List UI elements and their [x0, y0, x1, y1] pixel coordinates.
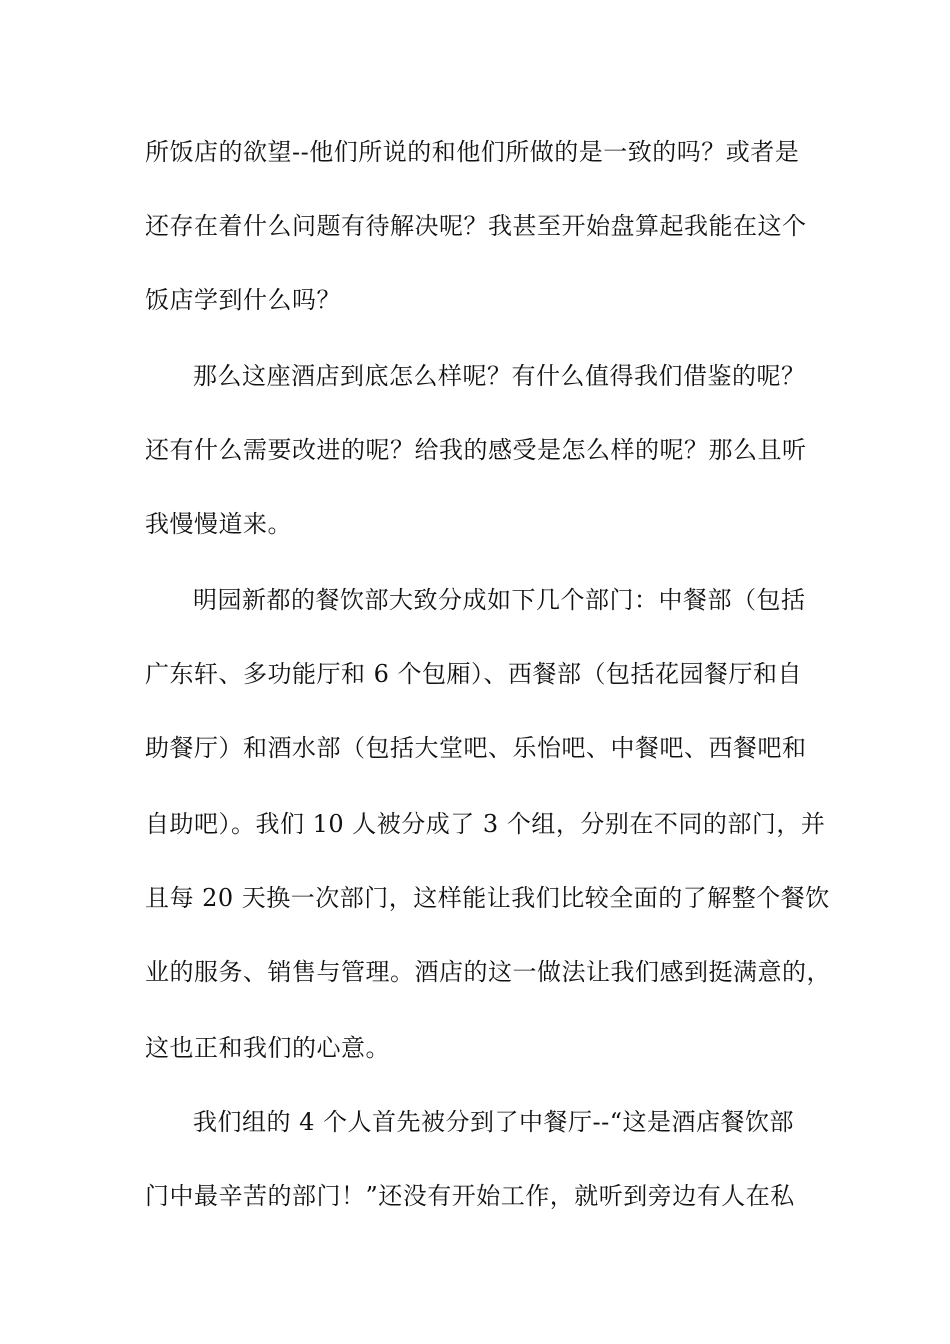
text-line: 那么这座酒店到底怎么样呢？有什么值得我们借鉴的呢？	[193, 362, 806, 390]
text-line: 我们组的 4 个人首先被分到了中餐厅--“这是酒店餐饮部	[193, 1108, 795, 1136]
text-line: 饭店学到什么吗？	[145, 286, 341, 314]
text-line: 自助吧）。我们 10 人被分成了 3 个组，分别在不同的部门，并	[145, 810, 826, 838]
text-line: 明园新都的餐饮部大致分成如下几个部门：中餐部（包括	[193, 586, 806, 614]
text-line: 门中最辛苦的部门！”还没有开始工作，就听到旁边有人在私	[145, 1182, 795, 1210]
text-line: 还存在着什么问题有待解决呢？我甚至开始盘算起我能在这个	[145, 212, 807, 240]
text-line: 业的服务、销售与管理。酒店的这一做法让我们感到挺满意的，	[145, 958, 831, 986]
text-line: 这也正和我们的心意。	[145, 1034, 390, 1062]
text-line: 我慢慢道来。	[145, 510, 292, 538]
text-line: 还有什么需要改进的呢？给我的感受是怎么样的呢？那么且听	[145, 436, 807, 464]
text-line: 且每 20 天换一次部门，这样能让我们比较全面的了解整个餐饮	[145, 884, 830, 912]
text-line: 所饭店的欲望--他们所说的和他们所做的是一致的吗？或者是	[145, 138, 800, 166]
text-line: 广东轩、多功能厅和 6 个包厢）、西餐部（包括花园餐厅和自	[145, 660, 803, 688]
text-line: 助餐厅）和酒水部（包括大堂吧、乐怡吧、中餐吧、西餐吧和	[145, 734, 807, 762]
